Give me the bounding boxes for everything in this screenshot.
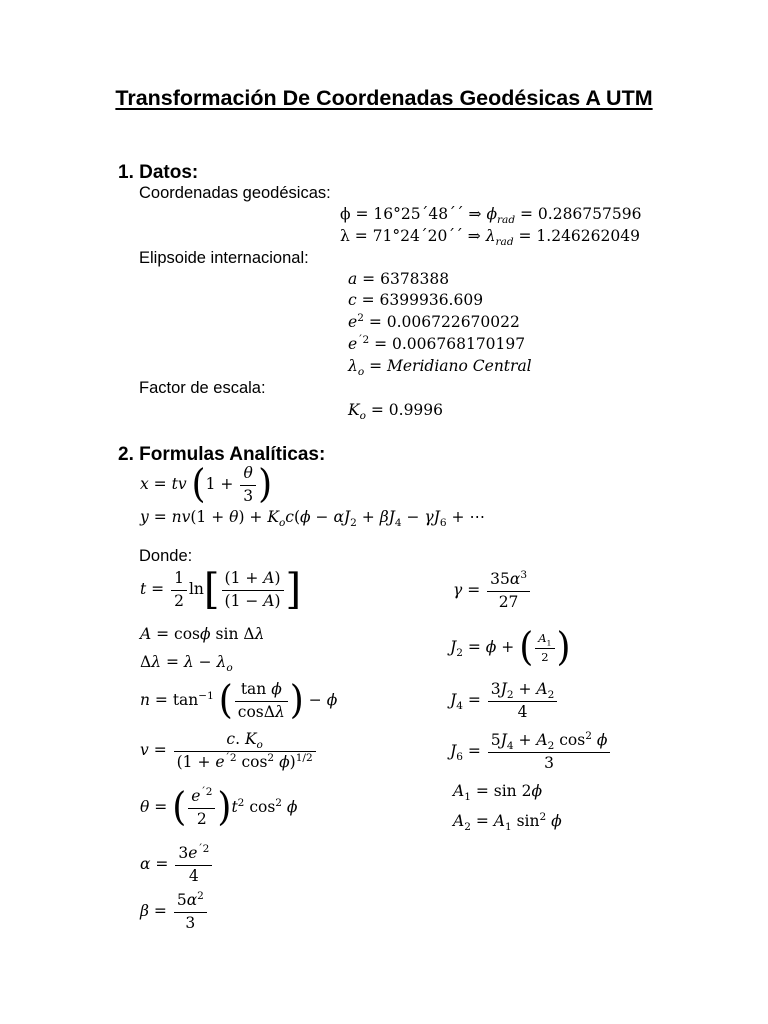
scale-label: Factor de escala: — [139, 379, 266, 397]
t-formula: t = $\frac{1}{2}$ ln[ $\frac{(1 + A)}{(1 - A)}$ ] — [140, 565, 302, 615]
ep2-equation: $e^{´2} = 0.006768170197$ — [348, 333, 526, 353]
y-formula: $y = nv(1 + \theta) + K_oc(\phi - \alpha J_2 + \beta J_4 - \gamma J_6$ + ⋯ — [140, 508, 485, 530]
where-label: Donde: — [139, 547, 193, 565]
a-equation: a = 6378388 — [348, 270, 450, 288]
lambda-radians: 1.246262049 — [536, 227, 640, 245]
phi-equation: ϕ = 16°25´48´´ ⇒ $\phi_{rad} = 0.286757596$ — [340, 205, 642, 227]
a-value: 6378388 — [380, 270, 450, 288]
ko-equation: $K_o = 0.9996$ — [348, 401, 444, 423]
coords-label: Coordenadas geodésicas: — [139, 184, 331, 202]
a1-formula: $A_1 = \sin 2\phi$ — [453, 782, 543, 804]
v-formula: v = $\frac{c. K_o}{(1 + e^{´2} \cos^2 \phi)^{1/2}}$ — [140, 732, 318, 770]
phi-degrees: 16°25´48´´ — [373, 205, 464, 223]
phi-radians: 0.286757596 — [537, 205, 642, 223]
page-title: Transformación De Coordenadas Geodésicas A UTM — [115, 86, 653, 110]
lambda-o-equation: $\lambda_o$ = Meridiano Central — [348, 357, 532, 379]
gamma-formula: γ = $\frac{35\alpha^3}{27}$ — [453, 572, 532, 610]
j6-formula: $J_6$ = $\frac{5J_4 + A_2 \cos^2 \phi}{3}$ — [450, 733, 612, 771]
beta-formula: β = $\frac{5\alpha^2}{3}$ — [140, 893, 209, 931]
ko-value: 0.9996 — [388, 401, 444, 419]
e2-value: 0.006722670022 — [386, 313, 520, 331]
section-1-heading: 1. Datos: — [118, 162, 199, 183]
theta-formula: θ = ( $\frac{e^{´2}}{2}$ )$t^2$ $\cos^2 \phi$ — [140, 784, 298, 830]
lambda-o-value: Meridiano Central — [387, 357, 532, 375]
alpha-formula: α = $\frac{3e^{´2}}{4}$ — [140, 846, 214, 884]
c-value: 6399936.609 — [379, 291, 484, 309]
c-equation: c = 6399936.609 — [348, 291, 484, 309]
j4-formula: $J_4$ = $\frac{3J_2 + A_2}{4}$ — [450, 682, 559, 720]
lambda-equation: λ = 71°24´20´´ ⇒ $\lambda_{rad} = 1.246262049$ — [340, 227, 640, 249]
n-formula: $n = \tan^{-1}$ ( $\frac{\text{tan ϕ}}{\cos\Delta\lambda}$ ) − ϕ — [140, 677, 338, 723]
a2-formula: $A_2 = A_1$ $\sin^2 \phi$ — [453, 810, 562, 834]
e2-equation: $e^2 = 0.006722670022$ — [348, 311, 520, 331]
ellipsoid-label: Elipsoide internacional: — [139, 249, 309, 267]
j2-formula: $J_2 = \phi$ + ( $\frac{A_1}{2}$ ) — [450, 624, 571, 670]
lambda-degrees: 71°24´20´´ — [372, 227, 463, 245]
delta-lambda-formula: $\Delta\lambda = \lambda - \lambda_o$ — [140, 653, 233, 675]
x-formula: x = tv (1 + $\frac{\theta}{3}$ ) — [140, 461, 273, 507]
A-formula: A = cosϕ sin Δλ — [140, 625, 265, 643]
section-2-heading: 2. Formulas Analíticas: — [118, 444, 326, 465]
ep2-value: 0.006768170197 — [392, 335, 526, 353]
